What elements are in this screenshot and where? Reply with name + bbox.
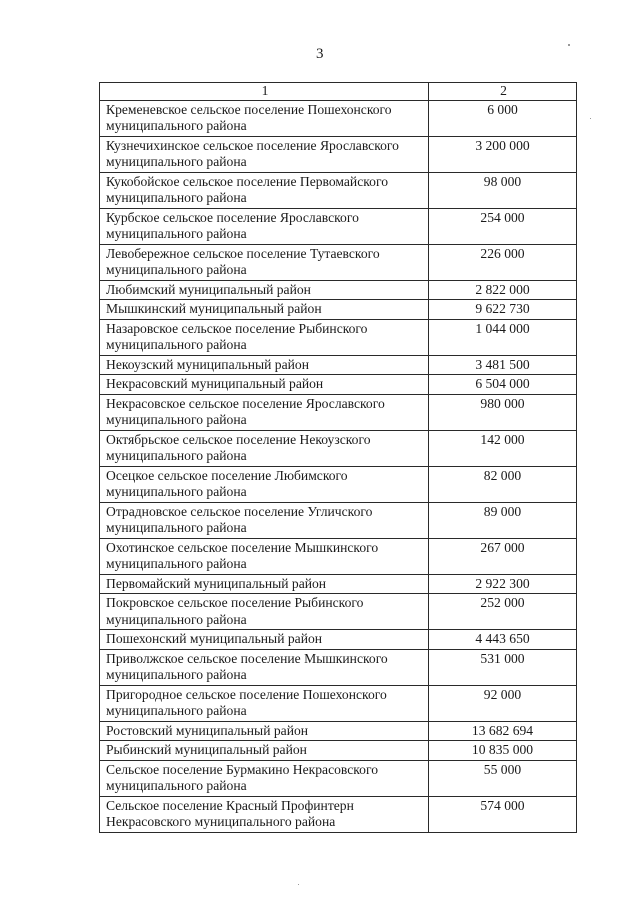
amount-cell: 2 922 300	[429, 574, 577, 594]
table-row	[100, 538, 577, 574]
municipality-name-cell: Некрасовское сельское поселение Ярославского муниципального района	[100, 394, 429, 430]
table-row	[100, 760, 577, 796]
table-row	[100, 796, 577, 832]
municipality-name-cell: Некрасовский муниципальный район	[100, 375, 429, 395]
table-row	[100, 280, 577, 300]
amount-cell: 2 822 000	[429, 280, 577, 300]
page-number: 3	[316, 46, 324, 62]
municipality-name-cell: Отрадновское сельское поселение Угличского муниципального района	[100, 502, 429, 538]
amount-cell: 10 835 000	[429, 741, 577, 761]
municipality-name-cell: Некоузский муниципальный район	[100, 355, 429, 375]
municipality-name-cell: Покровское сельское поселение Рыбинского муниципального района	[100, 594, 429, 630]
scan-speck	[590, 118, 591, 119]
municipality-name-cell: Сельское поселение Красный Профинтерн Некрасовского муниципального района	[100, 796, 429, 832]
table-header-row	[100, 83, 577, 101]
amount-cell: 82 000	[429, 466, 577, 502]
municipality-name-cell: Кузнечихинское сельское поселение Ярославского муниципального района	[100, 136, 429, 172]
table-row	[100, 594, 577, 630]
municipality-name-cell: Кукобойское сельское поселение Первомайского муниципального района	[100, 172, 429, 208]
amount-cell: 531 000	[429, 649, 577, 685]
municipality-name-cell: Охотинское сельское поселение Мышкинского муниципального района	[100, 538, 429, 574]
table-row	[100, 574, 577, 594]
table-row	[100, 319, 577, 355]
amount-cell: 980 000	[429, 394, 577, 430]
municipality-name-cell: Первомайский муниципальный район	[100, 574, 429, 594]
table-body	[100, 100, 577, 832]
municipality-name-cell: Курбское сельское поселение Ярославского муниципального района	[100, 208, 429, 244]
scan-speck	[298, 884, 299, 885]
amount-cell: 13 682 694	[429, 721, 577, 741]
municipality-name-cell: Мышкинский муниципальный район	[100, 300, 429, 320]
table-row	[100, 741, 577, 761]
municipality-name-cell: Кременевское сельское поселение Пошехонского муниципального района	[100, 100, 429, 136]
table-row	[100, 208, 577, 244]
table-row	[100, 630, 577, 650]
table-row	[100, 355, 577, 375]
municipality-name-cell: Пригородное сельское поселение Пошехонского муниципального района	[100, 685, 429, 721]
municipality-name-cell: Приволжское сельское поселение Мышкинского муниципального района	[100, 649, 429, 685]
amount-cell: 55 000	[429, 760, 577, 796]
amount-cell: 9 622 730	[429, 300, 577, 320]
municipality-name-cell: Левобережное сельское поселение Тутаевского муниципального района	[100, 244, 429, 280]
table-row	[100, 136, 577, 172]
table-row	[100, 466, 577, 502]
amount-cell: 3 200 000	[429, 136, 577, 172]
table-row	[100, 172, 577, 208]
table-row	[100, 685, 577, 721]
amount-cell: 89 000	[429, 502, 577, 538]
municipality-name-cell: Любимский муниципальный район	[100, 280, 429, 300]
amount-cell: 4 443 650	[429, 630, 577, 650]
municipality-name-cell: Сельское поселение Бурмакино Некрасовского муниципального района	[100, 760, 429, 796]
amount-cell: 267 000	[429, 538, 577, 574]
column-header-2: 2	[429, 83, 577, 101]
municipality-name-cell: Ростовский муниципальный район	[100, 721, 429, 741]
amount-cell: 142 000	[429, 430, 577, 466]
amount-cell: 98 000	[429, 172, 577, 208]
table-row	[100, 394, 577, 430]
municipality-name-cell: Пошехонский муниципальный район	[100, 630, 429, 650]
table-row	[100, 721, 577, 741]
table-row	[100, 375, 577, 395]
municipality-name-cell: Октябрьское сельское поселение Некоузского муниципального района	[100, 430, 429, 466]
table-row	[100, 300, 577, 320]
amount-cell: 1 044 000	[429, 319, 577, 355]
amount-cell: 226 000	[429, 244, 577, 280]
amount-cell: 6 504 000	[429, 375, 577, 395]
municipality-name-cell: Рыбинский муниципальный район	[100, 741, 429, 761]
municipality-name-cell: Осецкое сельское поселение Любимского муниципального района	[100, 466, 429, 502]
amount-cell: 6 000	[429, 100, 577, 136]
amount-cell: 254 000	[429, 208, 577, 244]
table-header	[100, 83, 577, 101]
table-row	[100, 649, 577, 685]
municipality-name-cell: Назаровское сельское поселение Рыбинского муниципального района	[100, 319, 429, 355]
table-row	[100, 430, 577, 466]
scan-speck	[568, 44, 570, 46]
table-row	[100, 244, 577, 280]
table-row	[100, 100, 577, 136]
allocation-table	[99, 82, 577, 833]
table-row	[100, 502, 577, 538]
column-header-1: 1	[100, 83, 429, 101]
amount-cell: 92 000	[429, 685, 577, 721]
amount-cell: 3 481 500	[429, 355, 577, 375]
amount-cell: 252 000	[429, 594, 577, 630]
amount-cell: 574 000	[429, 796, 577, 832]
